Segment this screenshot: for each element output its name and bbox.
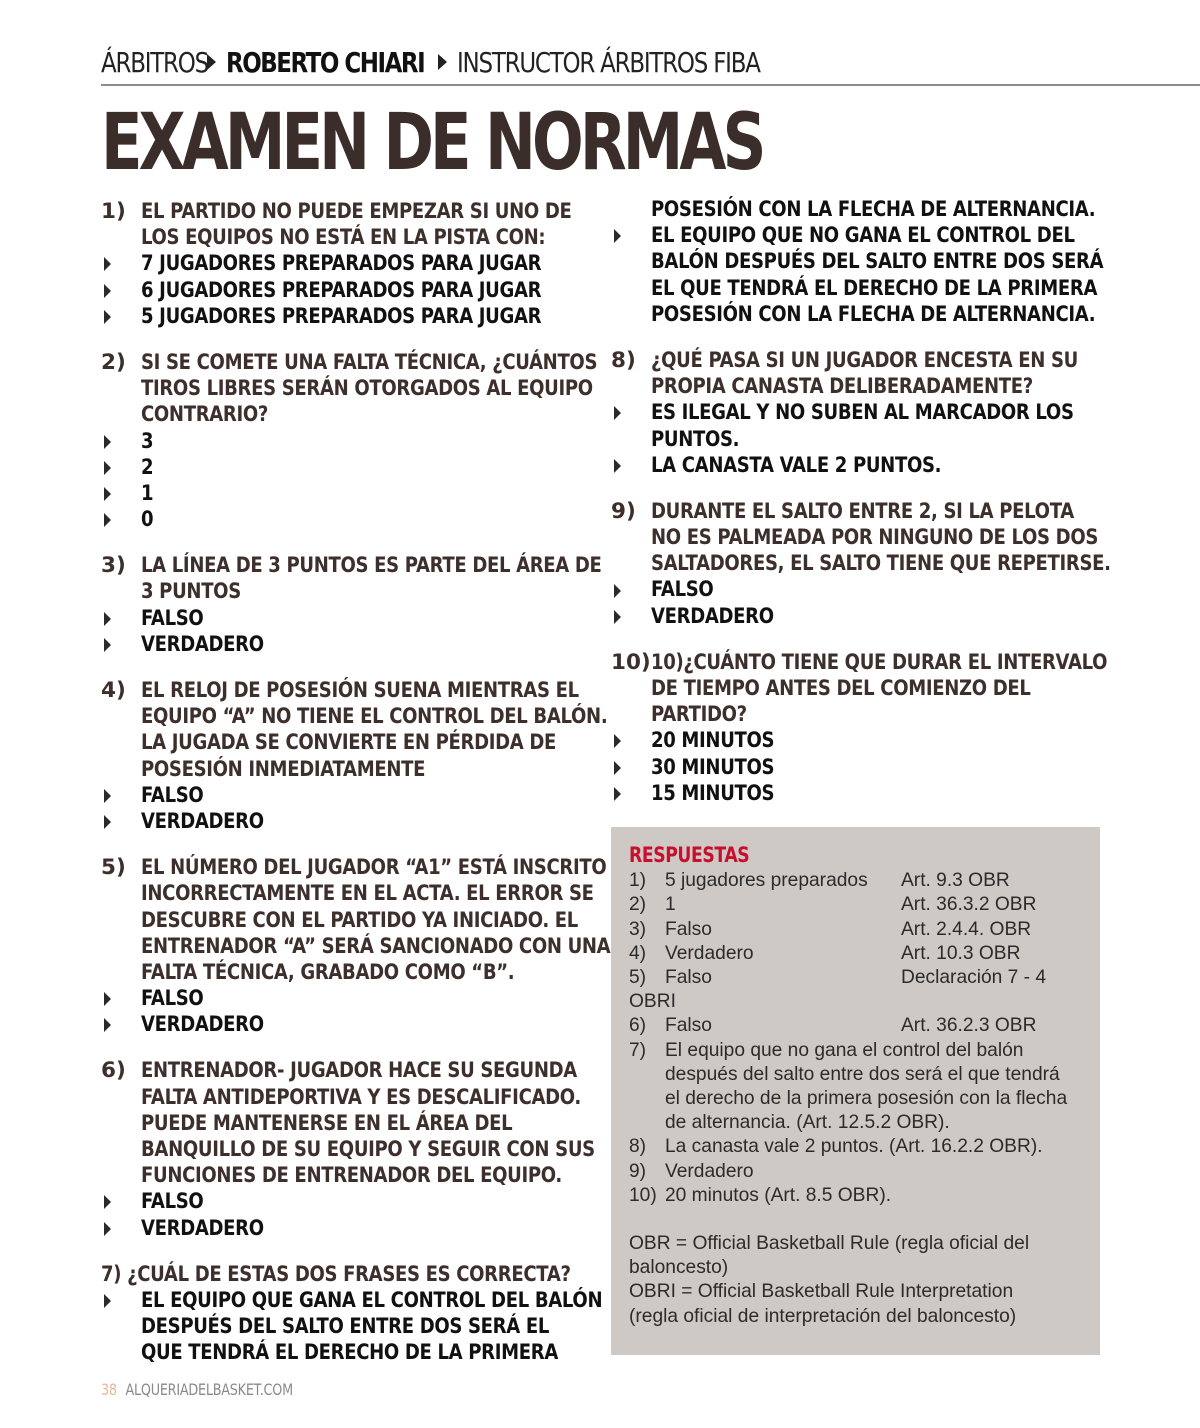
- option-item: DESPUÉS DEL SALTO ENTRE DOS SERÁ EL: [141, 1314, 550, 1340]
- option-item: FALSO: [611, 577, 1100, 603]
- website-link[interactable]: ALQUERIADELBASKET.COM: [125, 1380, 293, 1399]
- question-4-line: LA JUGADA SE CONVIERTE EN PÉRDIDA DE: [141, 730, 557, 756]
- breadcrumb-author: [226, 46, 468, 79]
- option-item: POSESIÓN CON LA FLECHA DE ALTERNANCIA.: [651, 197, 1096, 222]
- answers-note-obri: OBRI = Official Basketball Rule Interpretation (regla oficial de interpretación del baloncesto): [629, 1281, 1017, 1327]
- option-item: FALSO: [101, 986, 601, 1012]
- question-10-line: PARTIDO?: [651, 702, 747, 728]
- bullet-arrow-icon: [101, 783, 141, 809]
- breadcrumb-role-label: INSTRUCTOR ÁRBITROS FIBA: [457, 45, 760, 79]
- option-item: PUNTOS.: [651, 426, 740, 452]
- answer-row: 9) Verdadero: [629, 1160, 754, 1182]
- bullet-arrow-icon: [611, 781, 651, 807]
- bullet-arrow-icon: [101, 455, 141, 481]
- question-5-line: ENTRENADOR “A” SERÁ SANCIONADO CON UNA: [141, 933, 611, 959]
- question-10-line: 10) 10)¿CUÁNTO TIENE QUE DURAR EL INTERVALO: [611, 649, 1108, 675]
- option-item: 15 MINUTOS: [611, 781, 1100, 807]
- bullet-arrow-icon: [101, 1189, 141, 1215]
- question-1-line: 1) EL PARTIDO NO PUEDE EMPEZAR SI UNO DE: [101, 199, 572, 224]
- option-item: 1: [101, 481, 601, 507]
- option-item: VERDADERO: [101, 1012, 601, 1038]
- page-footer: [101, 1380, 293, 1399]
- page-title: EXAMEN DE NORMAS: [101, 98, 763, 188]
- bullet-arrow-icon: [101, 304, 141, 330]
- option-item: EL EQUIPO QUE NO GANA EL CONTROL DEL: [611, 223, 1100, 249]
- breadcrumb: [101, 40, 1200, 86]
- question-2-line: TIROS LIBRES SERÁN OTORGADOS AL EQUIPO: [141, 376, 593, 402]
- option-item: FALSO: [101, 783, 601, 809]
- answer-row: 8) La canasta vale 2 puntos. (Art. 16.2.2 OBR).: [629, 1136, 1043, 1158]
- answers-heading: RESPUESTAS: [629, 843, 750, 867]
- answer-row: 1) 5 jugadores preparados Art. 9.3 OBR: [629, 870, 1010, 892]
- question-7-line: 7) ¿CUÁL DE ESTAS DOS FRASES ES CORRECTA?: [101, 1261, 571, 1287]
- bullet-arrow-icon: [611, 453, 651, 479]
- bullet-arrow-icon: [611, 577, 651, 603]
- breadcrumb-role: [457, 46, 826, 79]
- question-6-line: FALTA ANTIDEPORTIVA Y ES DESCALIFICADO.: [141, 1084, 581, 1110]
- question-9-line: 9) DURANTE EL SALTO ENTRE 2, SI LA PELOTA: [611, 498, 1074, 524]
- option-item: VERDADERO: [101, 809, 601, 835]
- option-item: EL EQUIPO QUE GANA EL CONTROL DEL BALÓN: [101, 1288, 601, 1314]
- option-item: 0: [101, 507, 601, 533]
- option-item: VERDADERO: [101, 1216, 601, 1242]
- answer-row-cont: de alternancia. (Art. 12.5.2 OBR).: [665, 1112, 950, 1134]
- question-6-line: PUEDE MANTENERSE EN EL ÁREA DEL: [141, 1110, 513, 1136]
- breadcrumb-arrow-icon: [207, 54, 216, 70]
- bullet-arrow-icon: [611, 755, 651, 781]
- question-10-line: DE TIEMPO ANTES DEL COMIENZO DEL: [651, 676, 1031, 701]
- question-5-line: DESCUBRE CON EL PARTIDO YA INICIADO. EL: [141, 907, 578, 933]
- bullet-arrow-icon: [101, 606, 141, 632]
- option-item: 3: [101, 429, 601, 455]
- option-item: FALSO: [101, 1189, 601, 1215]
- question-8-line: PROPIA CANASTA DELIBERADAMENTE?: [651, 374, 1033, 400]
- question-2-line: 2) SI SE COMETE UNA FALTA TÉCNICA, ¿CUÁNTOS: [101, 349, 598, 375]
- question-8-line: 8) ¿QUÉ PASA SI UN JUGADOR ENCESTA EN SU: [611, 347, 1078, 373]
- breadcrumb-author-label: ROBERTO CHIARI: [226, 45, 425, 79]
- page-number: 38: [101, 1380, 117, 1399]
- answer-row-cont: el derecho de la primera posesión con la flecha: [665, 1088, 1068, 1110]
- answer-row-wrap: OBRI: [629, 991, 676, 1013]
- bullet-arrow-icon: [101, 632, 141, 658]
- option-item: 5 JUGADORES PREPARADOS PARA JUGAR: [101, 304, 601, 330]
- option-item: ES ILEGAL Y NO SUBEN AL MARCADOR LOS: [611, 400, 1100, 426]
- bullet-arrow-icon: [101, 481, 141, 507]
- breadcrumb-arrow-icon: [438, 54, 447, 70]
- question-4-line: EQUIPO “A” NO TIENE EL CONTROL DEL BALÓN.: [141, 704, 608, 730]
- bullet-arrow-icon: [101, 429, 141, 455]
- answer-row: 2) 1 Art. 36.3.2 OBR: [629, 894, 1037, 916]
- option-item: LA CANASTA VALE 2 PUNTOS.: [611, 453, 1100, 479]
- answer-row: 6) Falso Art. 36.2.3 OBR: [629, 1015, 1037, 1037]
- question-4-line: POSESIÓN INMEDIATAMENTE: [141, 756, 426, 782]
- question-9-line: NO ES PALMEADA POR NINGUNO DE LOS DOS: [651, 525, 1099, 551]
- answers-box: [611, 827, 1100, 1355]
- option-item: 7 JUGADORES PREPARADOS PARA JUGAR: [101, 251, 601, 277]
- question-1-line: LOS EQUIPOS NO ESTÁ EN LA PISTA CON:: [141, 225, 546, 251]
- answer-row: 7) El equipo que no gana el control del balón: [629, 1039, 1024, 1061]
- bullet-arrow-icon: [101, 251, 141, 277]
- breadcrumb-section-label: ÁRBITROS: [101, 45, 208, 79]
- question-3-line: 3 PUNTOS: [141, 579, 241, 605]
- question-9-line: SALTADORES, EL SALTO TIENE QUE REPETIRSE.: [651, 551, 1111, 577]
- bullet-arrow-icon: [101, 278, 141, 304]
- question-3-line: 3) LA LÍNEA DE 3 PUNTOS ES PARTE DEL ÁREA DE: [101, 553, 602, 579]
- bullet-arrow-icon: [101, 809, 141, 835]
- bullet-arrow-icon: [611, 728, 651, 754]
- answer-row: 5) Falso Declaración 7 - 4: [629, 967, 1047, 989]
- question-6-line: 6) ENTRENADOR- JUGADOR HACE SU SEGUNDA: [101, 1058, 577, 1084]
- question-5-line: INCORRECTAMENTE EN EL ACTA. EL ERROR SE: [141, 881, 594, 907]
- option-item: BALÓN DESPUÉS DEL SALTO ENTRE DOS SERÁ: [651, 249, 1104, 275]
- question-2-line: CONTRARIO?: [141, 402, 269, 428]
- bullet-arrow-icon: [101, 1216, 141, 1242]
- bullet-arrow-icon: [101, 986, 141, 1012]
- option-item: 30 MINUTOS: [611, 755, 1100, 781]
- answer-row: 4) Verdadero Art. 10.3 OBR: [629, 942, 1021, 964]
- question-6-line: FUNCIONES DE ENTRENADOR DEL EQUIPO.: [141, 1163, 562, 1189]
- left-column: [101, 199, 611, 1367]
- bullet-arrow-icon: [611, 400, 651, 426]
- option-item: 2: [101, 455, 601, 481]
- bullet-arrow-icon: [611, 223, 651, 249]
- bullet-arrow-icon: [611, 604, 651, 630]
- answers-note-obr: OBR = Official Basketball Rule (regla oficial del baloncesto): [629, 1233, 1030, 1279]
- option-item: 20 MINUTOS: [611, 728, 1100, 754]
- option-item: POSESIÓN CON LA FLECHA DE ALTERNANCIA.: [651, 301, 1096, 327]
- bullet-arrow-icon: [101, 1012, 141, 1038]
- option-item: VERDADERO: [101, 632, 601, 658]
- right-column: [611, 197, 1111, 807]
- answer-row: 10) 20 minutos (Art. 8.5 OBR).: [629, 1184, 892, 1206]
- option-item: EL QUE TENDRÁ EL DERECHO DE LA PRIMERA: [651, 275, 1098, 301]
- question-5-line: FALTA TÉCNICA, GRABADO COMO “B”.: [141, 959, 515, 985]
- question-5-line: 5) EL NÚMERO DEL JUGADOR “A1” ESTÁ INSCRITO: [101, 855, 607, 881]
- option-item: VERDADERO: [611, 604, 1100, 630]
- bullet-arrow-icon: [101, 507, 141, 533]
- option-item: FALSO: [101, 606, 601, 632]
- option-item: 6 JUGADORES PREPARADOS PARA JUGAR: [101, 278, 601, 304]
- question-6-line: BANQUILLO DE SU EQUIPO Y SEGUIR CON SUS: [141, 1137, 595, 1162]
- option-item: QUE TENDRÁ EL DERECHO DE LA PRIMERA: [141, 1340, 558, 1366]
- question-4-line: 4) EL RELOJ DE POSESIÓN SUENA MIENTRAS EL: [101, 678, 579, 703]
- answer-row: 3) Falso Art. 2.4.4. OBR: [629, 918, 1032, 940]
- answer-row-cont: después del salto entre dos será el que tendrá: [665, 1063, 1060, 1085]
- bullet-arrow-icon: [101, 1288, 141, 1314]
